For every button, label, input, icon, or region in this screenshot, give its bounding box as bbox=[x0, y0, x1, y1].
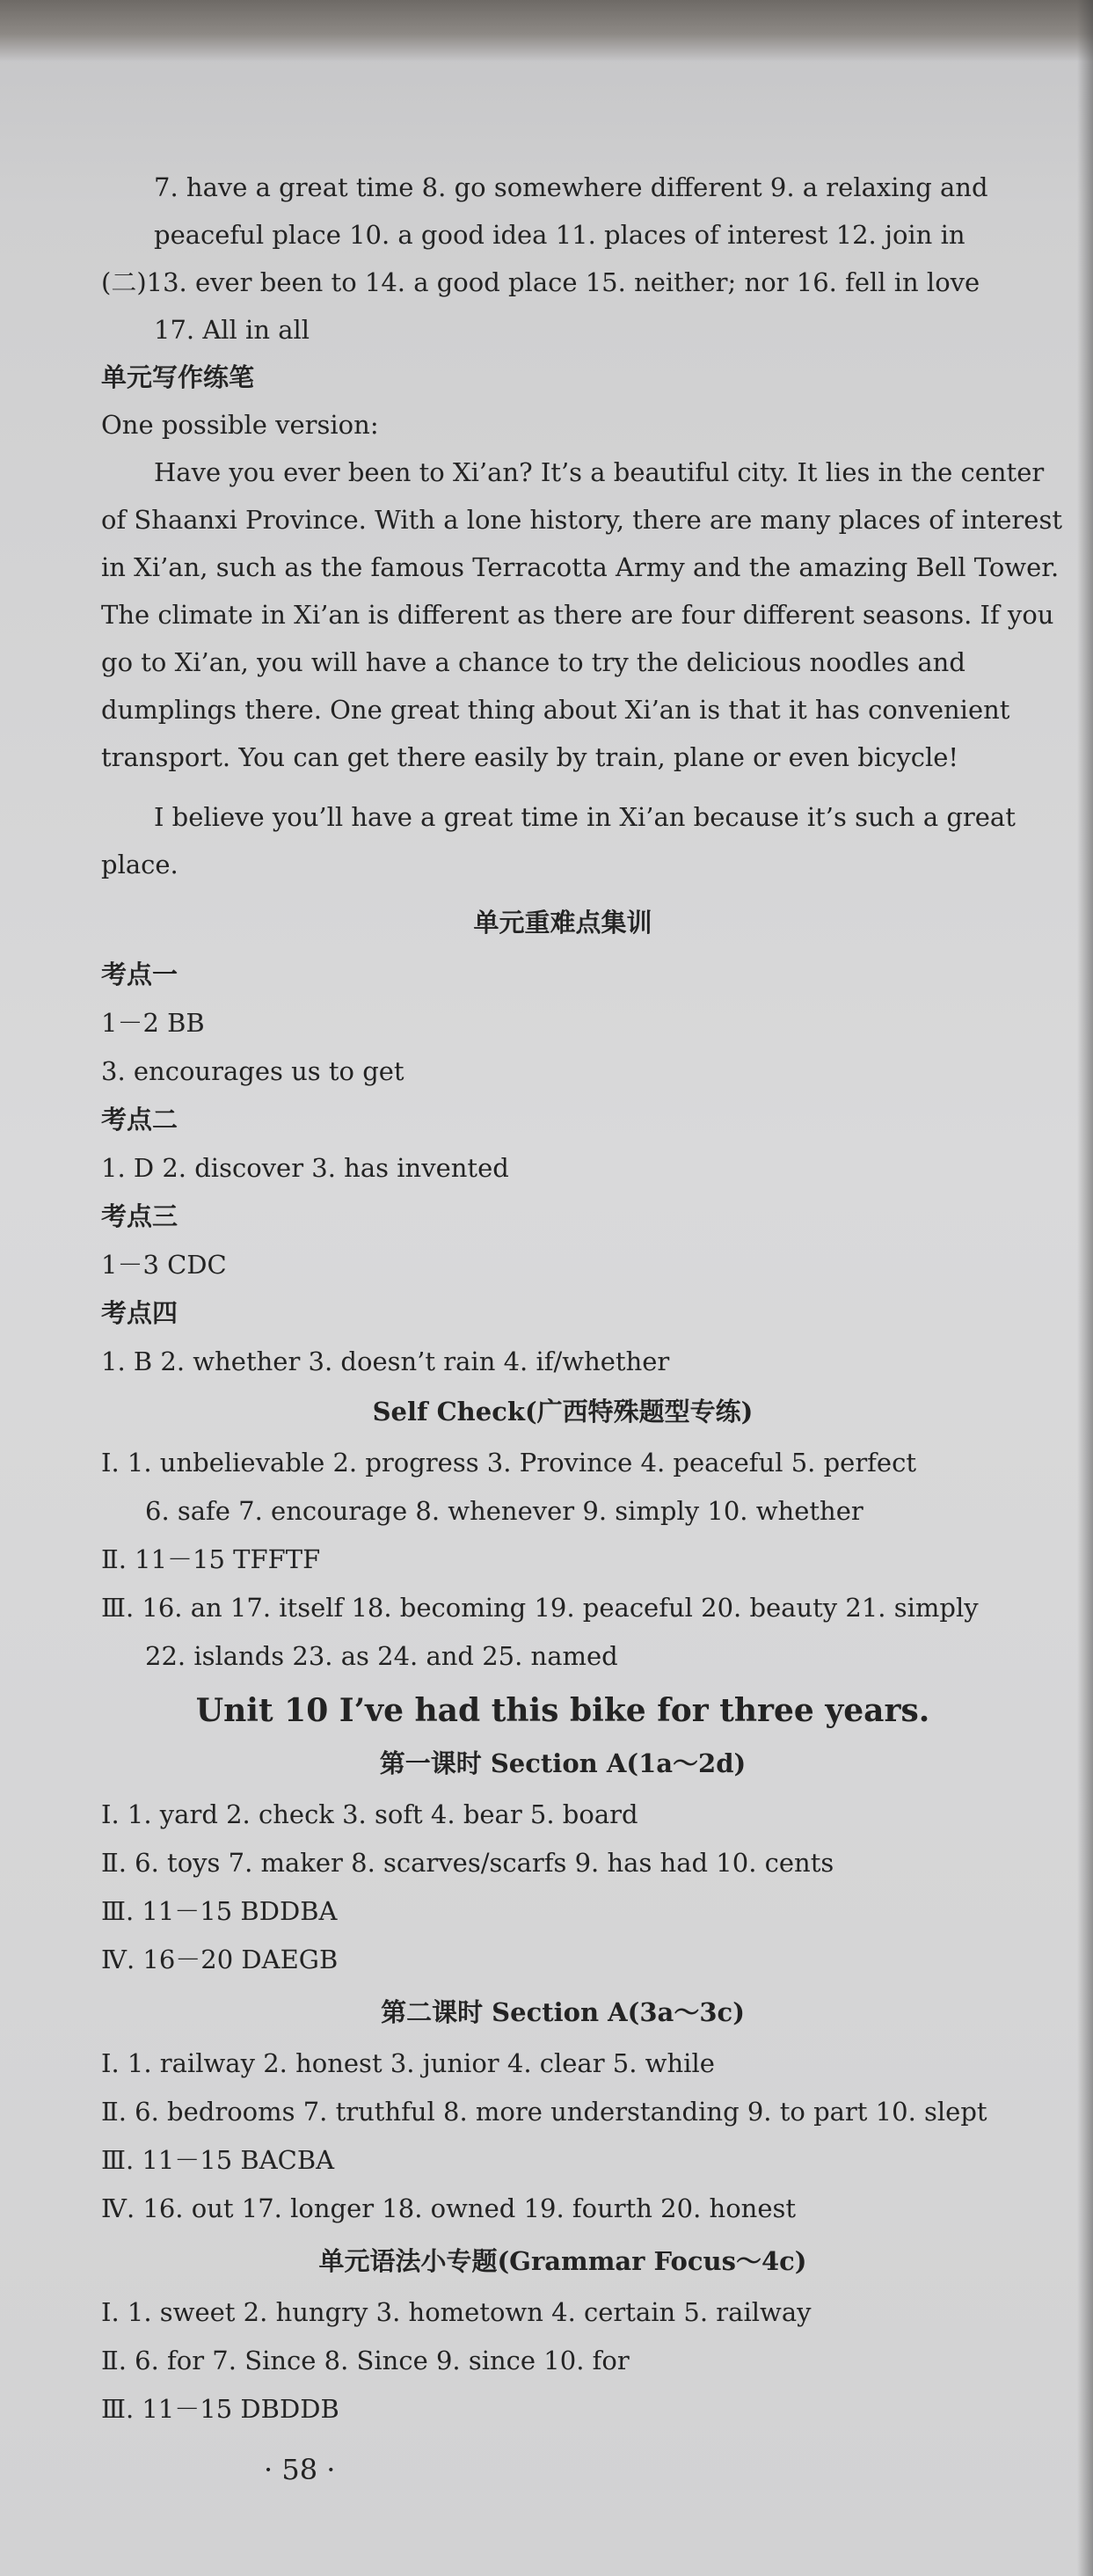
section-heading-writing: 单元写作练笔 bbox=[101, 362, 255, 392]
answer-line: (二)13. ever been to 14. a good place 15. neither; nor 16. fell in love bbox=[101, 267, 980, 297]
essay-line: go to Xi’an, you will have a chance to try the delicious noodles and bbox=[101, 647, 965, 677]
answer-line: 3. encourages us to get bbox=[101, 1056, 404, 1086]
essay-line: The climate in Xi’an is different as there are four different seasons. If you bbox=[101, 600, 1054, 630]
answer-line: 6. safe 7. encourage 8. whenever 9. simply 10. whether bbox=[145, 1496, 863, 1526]
essay-line: of Shaanxi Province. With a lone history, there are many places of interest bbox=[101, 505, 1062, 535]
unit-title: Unit 10 I’ve had this bike for three years. bbox=[195, 1692, 930, 1729]
answer-line: Ⅰ. 1. unbelievable 2. progress 3. Province 4. peaceful 5. perfect bbox=[101, 1448, 916, 1478]
lesson-heading-2: 第二课时 Section A(3a～3c) bbox=[381, 1997, 745, 2027]
lesson-heading-1: 第一课时 Section A(1a～2d) bbox=[379, 1748, 747, 1778]
essay-line: in Xi’an, such as the famous Terracotta Army and the amazing Bell Tower. bbox=[101, 552, 1060, 582]
answer-line: 22. islands 23. as 24. and 25. named bbox=[145, 1641, 618, 1671]
answer-line: Ⅲ. 11－15 BDDBA bbox=[101, 1896, 338, 1926]
section-heading-self-check: Self Check(广西特殊题型专练) bbox=[372, 1397, 754, 1427]
answer-line: Ⅳ. 16. out 17. longer 18. owned 19. fourth 20. honest bbox=[101, 2193, 797, 2223]
answer-line: Ⅰ. 1. sweet 2. hungry 3. hometown 4. certain 5. railway bbox=[101, 2297, 812, 2327]
grammar-heading: 单元语法小专题(Grammar Focus～4c) bbox=[318, 2246, 807, 2276]
page-number: · 58 · bbox=[264, 2453, 336, 2486]
answer-line: 7. have a great time 8. go somewhere different 9. a relaxing and bbox=[154, 172, 988, 202]
essay-line: I believe you’ll have a great time in Xi’an because it’s such a great bbox=[154, 802, 1016, 832]
answer-line: Ⅰ. 1. railway 2. honest 3. junior 4. clear 5. while bbox=[101, 2048, 715, 2078]
answer-line: Ⅰ. 1. yard 2. check 3. soft 4. bear 5. board bbox=[101, 1799, 638, 1829]
answer-line: Ⅱ. 6. bedrooms 7. truthful 8. more understanding 9. to part 10. slept bbox=[101, 2097, 987, 2127]
answer-line: Ⅱ. 6. toys 7. maker 8. scarves/scarfs 9. has had 10. cents bbox=[101, 1848, 834, 1878]
essay-intro: One possible version: bbox=[101, 410, 379, 440]
subheading-point-3: 考点三 bbox=[101, 1201, 179, 1231]
subheading-point-2: 考点二 bbox=[101, 1105, 179, 1135]
subheading-point-4: 考点四 bbox=[101, 1298, 179, 1328]
essay-line: dumplings there. One great thing about Xi’an is that it has convenient bbox=[101, 695, 1010, 725]
subheading-point-1: 考点一 bbox=[101, 960, 179, 989]
answer-line: 1－2 BB bbox=[101, 1008, 205, 1038]
answer-line: 1－3 CDC bbox=[101, 1250, 227, 1280]
section-heading-key-points: 单元重难点集训 bbox=[473, 908, 652, 938]
answer-line: 17. All in all bbox=[154, 315, 310, 345]
page-right-shadow bbox=[1077, 0, 1093, 2576]
answer-line: peaceful place 10. a good idea 11. places of interest 12. join in bbox=[154, 220, 965, 250]
answer-line: Ⅱ. 6. for 7. Since 8. Since 9. since 10. for bbox=[101, 2346, 630, 2375]
answer-line: Ⅲ. 11－15 DBDDB bbox=[101, 2394, 339, 2424]
answer-line: Ⅳ. 16－20 DAEGB bbox=[101, 1945, 339, 1974]
answer-line: Ⅲ. 16. an 17. itself 18. becoming 19. peaceful 20. beauty 21. simply bbox=[101, 1593, 979, 1623]
answer-line: 1. B 2. whether 3. doesn’t rain 4. if/whether bbox=[101, 1346, 670, 1376]
essay-line: Have you ever been to Xi’an? It’s a beautiful city. It lies in the center bbox=[154, 457, 1045, 487]
essay-line: transport. You can get there easily by train, plane or even bicycle! bbox=[101, 742, 959, 772]
answer-line: 1. D 2. discover 3. has invented bbox=[101, 1153, 509, 1183]
answer-line: Ⅱ. 11－15 TFFTF bbox=[101, 1544, 321, 1574]
essay-line: place. bbox=[101, 850, 179, 879]
answer-line: Ⅲ. 11－15 BACBA bbox=[101, 2145, 335, 2175]
page-top-shadow bbox=[0, 0, 1093, 62]
